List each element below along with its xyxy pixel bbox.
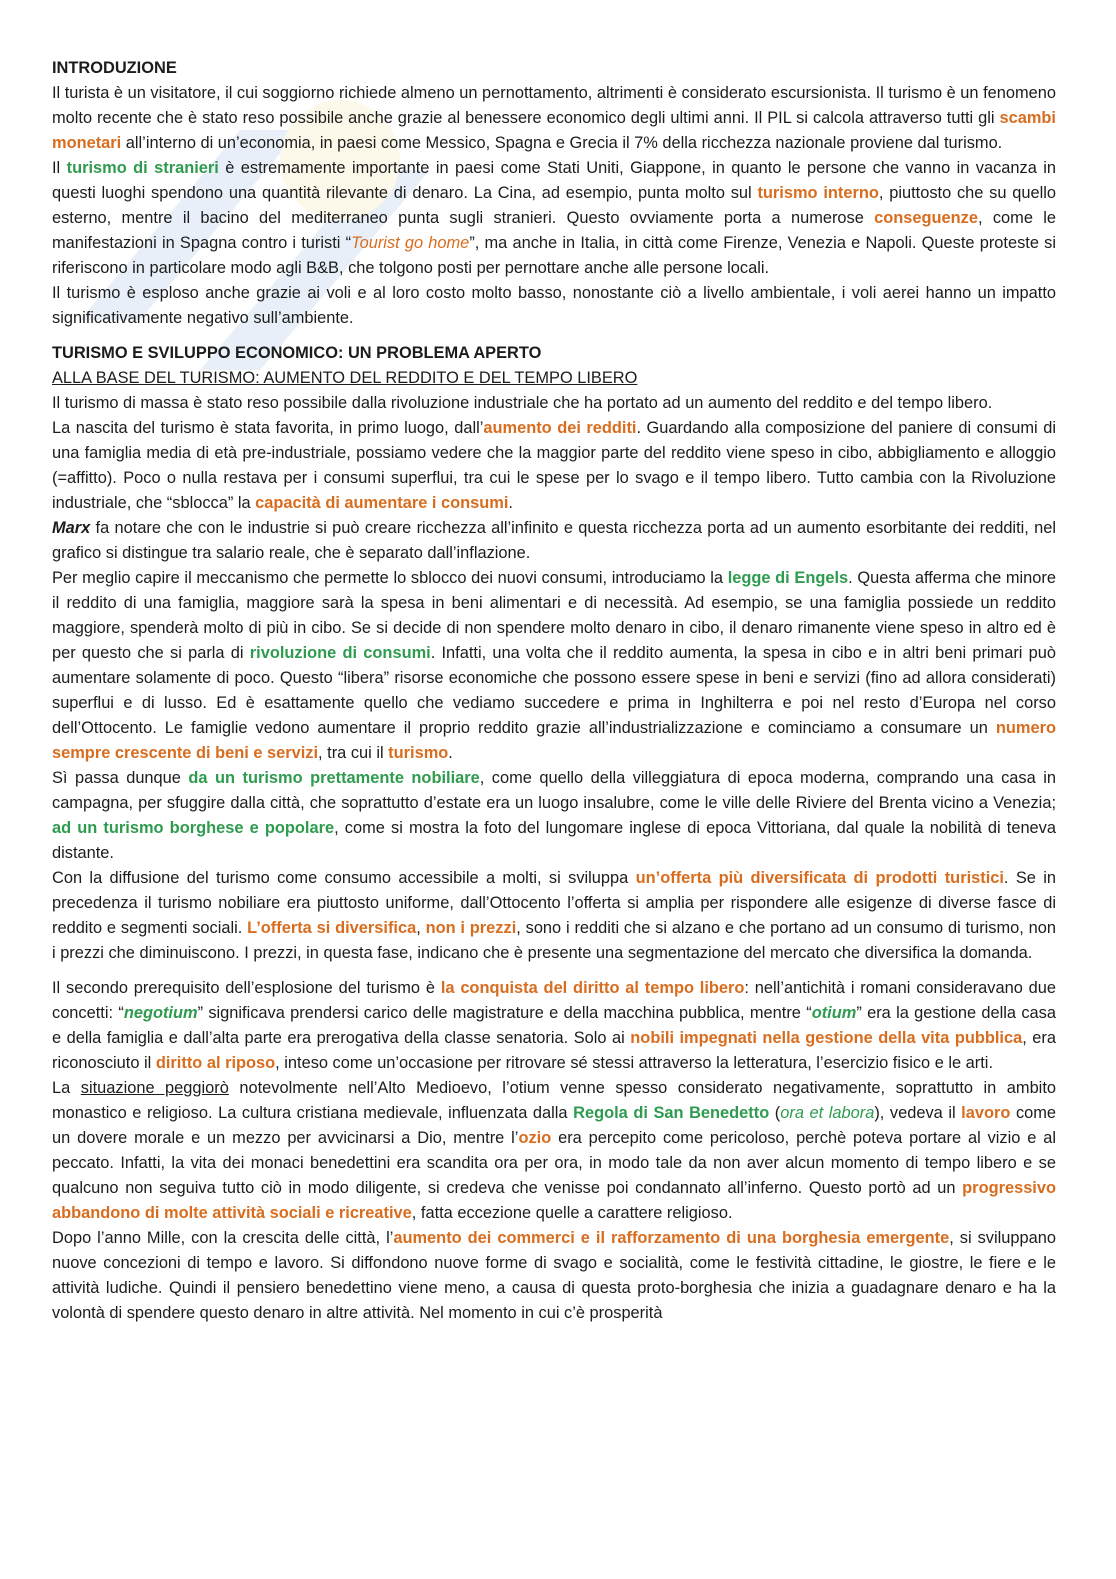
section2-paragraph-7: Il secondo prerequisito dell’esplosione del turismo è la conquista del diritto al tempo libero: nell’antichità i romani consideravano due concetti: “negotium” significava prendersi carico delle magistrature e della macchina pubblica, mentre “otium” era la gestione della casa e della famiglia e dall’alta parte era prerogativa della classe senatoria. Solo ai nobili impegnati nella gestione della vita pubblica, era riconosciuto il diritto al riposo, inteso come un’occasione per ritrovare sé stessi attraverso la letteratura, l’esercizio fisico e le arti. bbox=[52, 979, 1056, 1072]
highlight-turismo: turismo bbox=[388, 744, 449, 762]
section2-paragraph-8: La situazione peggiorò notevolmente nell’Alto Medioevo, l’otium venne spesso considerato negativamente, soprattutto in ambito monastico e religioso. La cultura cristiana medievale, influenzata dalla Regola di San Benedetto (ora et labora), vedeva il lavoro come un dovere morale e un mezzo per avvicinarsi a Dio, mentre l’ozio era percepito come pericoloso, perchè poteva portare al vizio e al peccato. Infatti, la vita dei monaci benedettini era scandita ora per ora, in modo tale da non aver alcun momento di tempo libero e se qualcuno non seguiva tutto ciò in modo diligente, si credeva che venisse poi condannato all’inferno. Questo portò ad un progressivo abbandono di molte attività sociali e ricreative, fatta eccezione quelle a carattere religioso. bbox=[52, 1079, 1057, 1222]
section2-paragraph-9: Dopo l’anno Mille, con la crescita delle città, l’aumento dei commerci e il rafforzamento di una borghesia emergente, si sviluppano nuove concezioni di tempo e lavoro. Si diffondono nuove forme di svago e socialità, come le festività cittadine, le giostre, le fiere e le attività ludiche. Quindi il pensiero benedettino viene meno, a causa di questa proto-borghesia che inizia a guadagnare denaro e ha la volontà di spendere questo denaro in altre attività. Nel momento in cui c’è prosperità bbox=[52, 1229, 1056, 1322]
highlight-aumento-commerci: aumento dei commerci e il rafforzamento di una borghesia emergente bbox=[393, 1229, 950, 1247]
underline-situazione-peggioro: situazione peggiorò bbox=[80, 1079, 229, 1097]
section2-paragraph-4: Per meglio capire il meccanismo che permette lo sblocco dei nuovi consumi, introduciamo la legge di Engels. Questa afferma che minore il reddito di una famiglia, maggiore sarà la spesa in beni alimentari e di necessità. Ad esempio, se una famiglia possiede un reddito maggiore, spenderà molto di più in cibo. Se si decide di non spendere molto denaro in cibo, il denaro rimanente viene speso in altro ed è per questo che si parla di rivoluzione di consumi. Infatti, una volta che il reddito aumenta, la spesa in cibo e in altri beni primari può aumentare solamente di poco. Questo “libera” risorse economiche che possono essere spese in beni e servizi (fino ad allora considerati) superflui e di lusso. Ed è esattamente quello che vediamo succedere e prima in Inghilterra e poi nel resto d’Europa nel corso dell’Ottocento. Le famiglie vedono aumentare il proprio reddito grazie all’industrializzazione e cominciamo a consumare un numero sempre crescente di beni e servizi, tra cui il turismo. bbox=[52, 569, 1056, 762]
highlight-ora-et-labora: ora et labora bbox=[780, 1104, 875, 1122]
intro-title: INTRODUZIONE bbox=[52, 59, 177, 77]
intro-paragraph-3: Il turismo è esploso anche grazie ai voli e al loro costo molto basso, nonostante ciò a livello ambientale, i voli aerei hanno un impatto significativamente negativo sull’ambiente. bbox=[52, 284, 1056, 327]
highlight-legge-engels: legge di Engels bbox=[727, 569, 849, 587]
highlight-negotium: negotium bbox=[123, 1004, 198, 1022]
section2-paragraph-1: Il turismo di massa è stato reso possibile dalla rivoluzione industriale che ha portato ad un aumento del reddito e del tempo libero. bbox=[52, 394, 993, 412]
section2-paragraph-6: Con la diffusione del turismo come consumo accessibile a molti, si sviluppa un’offerta più diversificata di prodotti turistici. Se in precedenza il turismo nobiliare era piuttosto uniforme, dall’Ottocento l’offerta si amplia per rispondere alle esigenze di diverse fasce di reddito e segmenti sociali. L’offerta si diversifica, non i prezzi, sono i redditi che si alzano e che portano ad un consumo di turismo, non i prezzi che diminuiscono. I prezzi, in questa fase, indicano che è presente una segmentazione del mercato che diversifica la domanda. bbox=[52, 869, 1057, 962]
highlight-conseguenze: conseguenze bbox=[874, 209, 978, 227]
section2-paragraph-3: Marx fa notare che con le industrie si può creare ricchezza all’infinito e questa ricchezza porta ad un aumento esorbitante dei redditi, nel grafico si distingue tra salario reale, che è separato dall’inflazione. bbox=[52, 519, 1056, 562]
highlight-scambi-monetari: scambi monetari bbox=[52, 109, 1056, 152]
highlight-diritto-tempo-libero: la conquista del diritto al tempo libero bbox=[440, 979, 745, 997]
highlight-turismo-interno: turismo interno bbox=[757, 184, 879, 202]
highlight-offerta-si-diversifica: L’offerta si diversifica bbox=[247, 919, 417, 937]
section2-subtitle: ALLA BASE DEL TURISMO: AUMENTO DEL REDDITO E DEL TEMPO LIBERO bbox=[52, 369, 638, 387]
section2-paragraph-5: Sì passa dunque da un turismo prettamente nobiliare, come quello della villeggiatura di epoca moderna, comprando una casa in campagna, per sfuggire dalla città, che soprattutto d’estate era un luogo insalubre, come le ville delle Riviere del Brenta vicino a Venezia; ad un turismo borghese e popolare, come si mostra la foto del lungomare inglese di epoca Vittoriana, dal quale la nobilità di teneva distante. bbox=[52, 769, 1056, 862]
highlight-lavoro: lavoro bbox=[961, 1104, 1011, 1122]
highlight-marx: Marx bbox=[52, 519, 91, 537]
highlight-ozio: ozio bbox=[518, 1129, 552, 1147]
highlight-rivoluzione-consumi: rivoluzione di consumi bbox=[249, 644, 431, 662]
highlight-turismo-nobiliare: da un turismo prettamente nobiliare bbox=[188, 769, 480, 787]
section2-paragraph-2: La nascita del turismo è stata favorita, in primo luogo, dall’aumento dei redditi. Guardando alla composizione del paniere di consumi di una famiglia media di età pre-industriale, possiamo vedere che la maggior parte del reddito viene speso in cibo, abbigliamento e alloggio (=affitto). Poco o nulla restava per i consumi superflui, tra cui le spese per lo svago e il tempo libero. Tutto cambia con la Rivoluzione industriale, che “sblocca” la capacità di aumentare i consumi. bbox=[52, 419, 1056, 512]
highlight-tourist-go-home: Tourist go home bbox=[351, 234, 470, 252]
highlight-turismo-borghese: ad un turismo borghese e popolare bbox=[52, 819, 335, 837]
highlight-non-i-prezzi: non i prezzi bbox=[425, 919, 517, 937]
highlight-regola-san-benedetto: Regola di San Benedetto bbox=[573, 1104, 770, 1122]
highlight-offerta-diversificata: un’offerta più diversificata di prodotti turistici bbox=[635, 869, 1004, 887]
highlight-nobili-impegnati: nobili impegnati nella gestione della vita pubblica bbox=[630, 1029, 1023, 1047]
highlight-diritto-riposo: diritto al riposo bbox=[155, 1054, 276, 1072]
highlight-turismo-stranieri: turismo di stranieri bbox=[66, 159, 219, 177]
highlight-beni-servizi: numero sempre crescente di beni e servizi bbox=[52, 719, 1056, 762]
section2-title: TURISMO E SVILUPPO ECONOMICO: UN PROBLEMA APERTO bbox=[52, 344, 542, 362]
highlight-aumento-redditi: aumento dei redditi bbox=[483, 419, 637, 437]
highlight-abbandono-attivita: progressivo abbandono di molte attività sociali e ricreative bbox=[52, 1179, 1056, 1222]
document-page bbox=[52, 56, 1056, 1326]
highlight-otium: otium bbox=[811, 1004, 857, 1022]
intro-paragraph-1: Il turista è un visitatore, il cui soggiorno richiede almeno un pernottamento, altrimenti è considerato escursionista. Il turismo è un fenomeno molto recente che è stato reso possibile anche grazie al benessere economico degli ultimi anni. Il PIL si calcola attraverso tutti gli scambi monetari all’interno di un’economia, in paesi come Messico, Spagna e Grecia il 7% della ricchezza nazionale proviene dal turismo. bbox=[52, 84, 1056, 152]
intro-paragraph-2: Il turismo di stranieri è estremamente importante in paesi come Stati Uniti, Giappone, in quanto le persone che vanno in vacanza in questi luoghi spendono una quantità rilevante di denaro. La Cina, ad esempio, punta molto sul turismo interno, piuttosto che su quello esterno, mentre il bacino del mediterraneo punta sugli stranieri. Questo ovviamente porta a numerose conseguenze, come le manifestazioni in Spagna contro i turisti “Tourist go home”, ma anche in Italia, in città come Firenze, Venezia e Napoli. Queste proteste si riferiscono in particolare modo agli B&B, che tolgono posti per pernottare anche alle persone locali. bbox=[52, 159, 1057, 277]
highlight-capacita-consumi: capacità di aumentare i consumi bbox=[255, 494, 509, 512]
